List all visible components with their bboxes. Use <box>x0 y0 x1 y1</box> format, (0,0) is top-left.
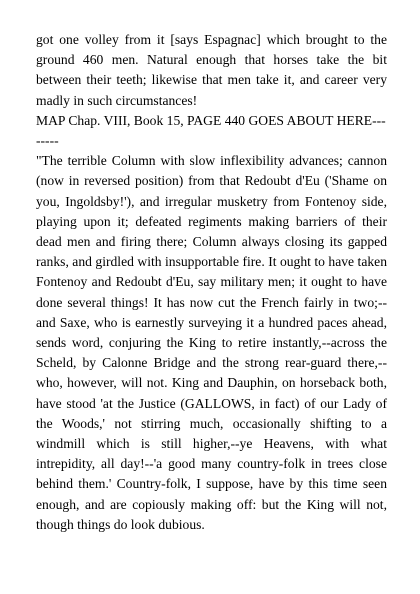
paragraph-terrible-column: "The terrible Column with slow inflexibility advances; cannon (now in reversed position) from that Redoubt d'Eu ('Shame on you, Ingoldsby!'), and irregular musketry from Fontenoy side, playing upon it; defeated regiments making barriers of their dead men and firing there; Column always closing its gapped ranks, and girdled with insupportable fire. It ought to have taken Fontenoy and Redoubt d'Eu, say military men; it ought to have done several things! It has now cut the French fairly in two;--and Saxe, who is earnestly surveying it a hundred paces ahead, sends word, conjuring the King to retire instantly,--across the Scheld, by Calonne Bridge and the strong rear-guard there,--who, however, will not. King and Dauphin, on horseback both, have stood 'at the Justice (GALLOWS, in fact) of our Lady of the Woods,' not stirring much, occasionally shifting to a windmill which is still higher,--ye Heavens, with what intrepidity, all day!--'a good many country-folk in trees close behind them.' Country-folk, I suppose, have by this time seen enough, and are copiously making off: but the King will not, though things do look dubious. <box>36 153 387 532</box>
document-page <box>36 30 387 535</box>
map-reference-note: MAP Chap. VIII, Book 15, PAGE 440 GOES ABOUT HERE-------- <box>36 112 386 149</box>
paragraph-volley: got one volley from it [says Espagnac] which brought to the ground 460 men. Natural enough that horses take the bit between their teeth; likewise that men take it, and career very madly in such circumstances! <box>36 32 387 108</box>
